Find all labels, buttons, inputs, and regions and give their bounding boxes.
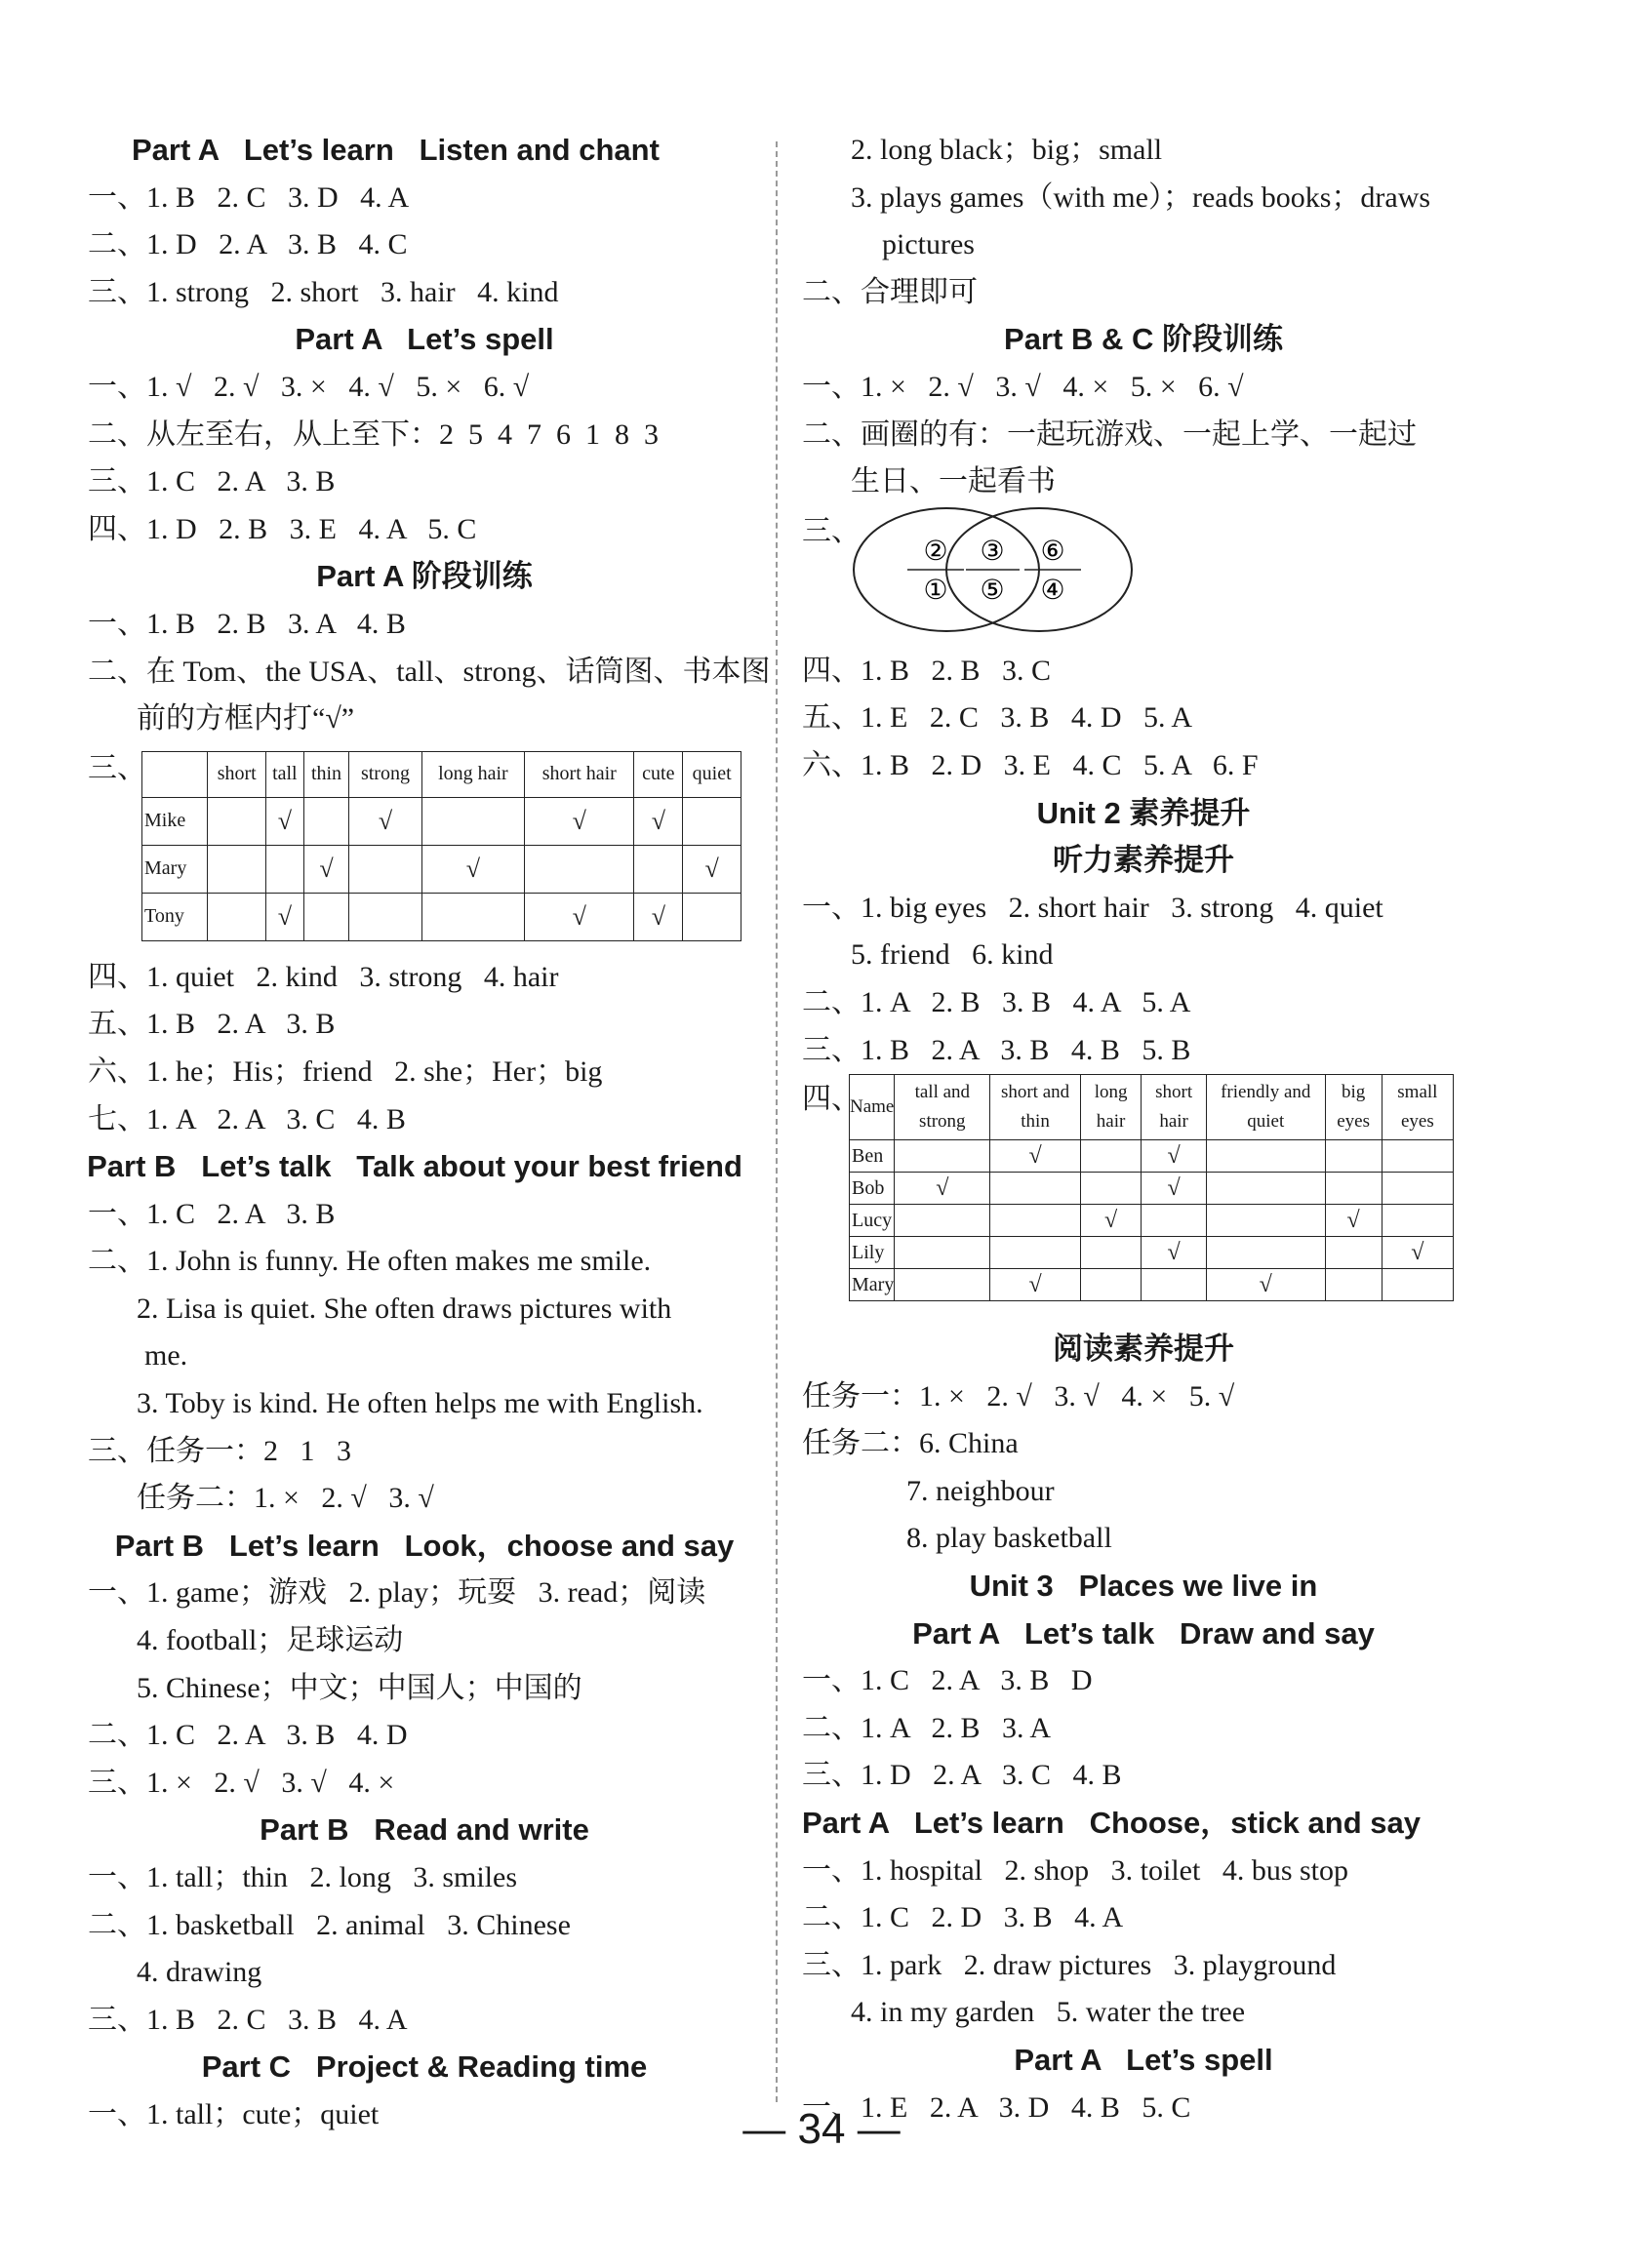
table-check-cell [1142,1205,1207,1237]
subheading: 阅读素养提升 [1053,1332,1234,1367]
table-check-cell: √ [1080,1205,1141,1237]
answer-line: 三、1. strong 2. short 3. hair 4. kind [88,275,559,308]
table-check-cell [683,893,741,940]
table-check-cell [895,1237,990,1269]
answer-line: 2. long black；big；small [851,134,1163,166]
heading: Part C Project & Reading time [201,2049,648,2085]
answer-line: 一、1. big eyes 2. short hair 3. strong 4. quiet [802,891,1383,924]
answer-line: 任务二：6. China [802,1427,1019,1460]
table-name-cell: Lily [850,1237,895,1269]
table-check-cell: √ [525,893,634,940]
heading: Part A Let’s learn Choose，stick and say [802,1806,1421,1841]
table-check-cell [208,893,266,940]
table-header-cell: short [208,751,266,797]
answer-line: 四、1. B 2. B 3. C [802,654,1052,687]
venn-diagram [849,506,1142,643]
table-check-cell [634,845,683,893]
table-name-cell: Mike [142,797,208,845]
table-check-cell [1206,1205,1325,1237]
table2-block [802,1074,1485,1326]
answer-line: 一、1. C 2. A 3. B [88,1197,336,1230]
table-check-cell [208,797,266,845]
table-check-cell: √ [1325,1205,1382,1237]
answer-line: 8. play basketball [906,1522,1112,1555]
answer-line: 七、1. A 2. A 3. C 4. B [88,1102,406,1135]
table-check-cell [1382,1269,1453,1301]
table-check-cell [1325,1269,1382,1301]
answer-line: 5. friend 6. kind [851,938,1054,972]
table-header-cell [142,751,208,797]
answer-line: 三、1. B 2. C 3. B 4. A [88,2003,408,2036]
heading: Part A Let’s spell [1014,2043,1273,2077]
table-header-cell: tall [266,751,304,797]
table-check-cell [1325,1173,1382,1205]
answer-line: 生日、一起看书 [851,465,1056,498]
answer-line: 二、1. A 2. B 3. B 4. A 5. A [802,985,1191,1018]
table-check-cell [421,893,525,940]
answer-line: 二、1. basketball 2. animal 3. Chinese [88,1908,571,1941]
answer-line: 三、1. D 2. A 3. C 4. B [802,1759,1122,1792]
answer-line: 二、1. A 2. B 3. A [802,1711,1052,1744]
answer-line: 四、1. quiet 2. kind 3. strong 4. hair [88,960,559,993]
answer-line: 一、1. tall；cute；quiet [88,2097,380,2130]
answer-line: 任务二：1. × 2. √ 3. √ [137,1482,434,1515]
answer-line: 二、1. C 2. D 3. B 4. A [802,1901,1124,1934]
table-check-cell: √ [895,1173,990,1205]
heading: Part A 阶段训练 [316,559,533,594]
table-name-cell: Bob [850,1173,895,1205]
table-row [850,1205,1454,1237]
table-check-cell [303,893,349,940]
venn-right-bottom: ④ [1040,575,1065,606]
answer-line: 3. plays games（with me）；reads books；draws [851,180,1431,214]
answer-line: 三、1. C 2. A 3. B [88,465,336,498]
answer-line: 六、1. B 2. D 3. E 4. C 5. A 6. F [802,748,1259,781]
table-check-cell [1325,1237,1382,1269]
table-header-cell: short hair [525,751,634,797]
table-header-cell: small eyes [1382,1075,1453,1140]
question-label: 四、 [802,1083,861,1116]
table-check-cell [303,797,349,845]
heading: Part B & C 阶段训练 [1004,322,1283,357]
venn-block [802,506,1485,648]
answer-line: 前的方框内打“√” [137,702,355,736]
answer-line: 三、1. × 2. √ 3. √ 4. × [88,1766,395,1799]
table-check-cell [895,1140,990,1173]
table-check-cell [421,797,525,845]
answer-line: 二、从左至右，从上至下：2 5 4 7 6 1 8 3 [88,418,659,451]
page-number: — 34 — [742,2105,901,2153]
table-check-cell: √ [990,1269,1081,1301]
table-check-cell [683,797,741,845]
table1-block [88,743,761,954]
venn-mid-top: ③ [980,536,1005,567]
answer-line: 三、1. park 2. draw pictures 3. playground [802,1948,1337,1981]
table-check-cell [1080,1237,1141,1269]
answer-line: 4. drawing [137,1956,262,1989]
table-check-cell: √ [1206,1269,1325,1301]
answer-line: 7. neighbour [906,1474,1055,1507]
table-check-cell [1206,1140,1325,1173]
table-header-cell: short hair [1142,1075,1207,1140]
table-header-cell: tall and strong [895,1075,990,1140]
traits-table [141,751,741,941]
table-header-cell: thin [303,751,349,797]
table-check-cell: √ [634,893,683,940]
venn-left-bottom: ① [923,575,948,606]
table-check-cell [990,1237,1081,1269]
answer-line: 5. Chinese；中文；中国人；中国的 [137,1671,582,1704]
table-row [850,1173,1454,1205]
table-header-cell: strong [349,751,421,797]
table-check-cell [1206,1237,1325,1269]
answer-line: 一、1. × 2. √ 3. √ 4. × 5. × 6. √ [802,370,1244,403]
venn-right-top: ⑥ [1040,536,1065,567]
heading: Part B Let’s talk Talk about your best friend [87,1149,742,1184]
right-column [802,127,1485,2131]
left-column [87,127,771,2139]
table-row [850,1269,1454,1301]
heading: Unit 2 素养提升 [1036,795,1251,830]
answer-line: 4. in my garden 5. water the tree [851,1996,1246,2029]
table-check-cell [208,845,266,893]
table-check-cell: √ [421,845,525,893]
answer-line: 任务一：1. × 2. √ 3. √ 4. × 5. √ [802,1379,1235,1413]
answer-line: 一、1. tall；thin 2. long 3. smiles [88,1861,517,1893]
answer-line: 一、1. B 2. C 3. D 4. A [88,180,410,214]
table-check-cell: √ [1142,1140,1207,1173]
table-check-cell [349,893,421,940]
table-check-cell [895,1269,990,1301]
table-check-cell: √ [349,797,421,845]
answer-line: 一、1. C 2. A 3. B D [802,1664,1093,1697]
answer-line: 一、1. hospital 2. shop 3. toilet 4. bus stop [802,1853,1349,1887]
heading: Part B Let’s learn Look，choose and say [114,1528,735,1563]
answer-line: 二、在 Tom、the USA、tall、strong、话筒图、书本图 [88,655,771,688]
table-check-cell [1382,1205,1453,1237]
answer-line: 二、画圈的有：一起玩游戏、一起上学、一起过 [802,418,1417,451]
table-check-cell [1080,1173,1141,1205]
table-check-cell [1206,1173,1325,1205]
venn-left-top: ② [923,536,948,567]
answer-line: me. [144,1339,188,1373]
answer-line: 四、1. D 2. B 3. E 4. A 5. C [88,512,477,545]
table-check-cell: √ [266,893,304,940]
table-header-cell: big eyes [1325,1075,1382,1140]
table-header-cell: friendly and quiet [1206,1075,1325,1140]
answer-line: 一、1. √ 2. √ 3. × 4. √ 5. × 6. √ [88,370,530,403]
table-check-cell [1142,1269,1207,1301]
table-name-cell: Lucy [850,1205,895,1237]
question-label: 三、 [802,514,861,547]
table-header-cell: quiet [683,751,741,797]
answer-line: 二、合理即可 [802,275,978,308]
table-check-cell: √ [1142,1237,1207,1269]
table-check-cell: √ [990,1140,1081,1173]
table-check-cell [525,845,634,893]
table-check-cell: √ [303,845,349,893]
table-header-cell: short and thin [990,1075,1081,1140]
table-check-cell [1080,1269,1141,1301]
table-header-cell: cute [634,751,683,797]
answer-line: 二、1. John is funny. He often makes me smile. [88,1245,652,1278]
answer-line: 4. football；足球运动 [137,1624,404,1657]
answer-line: 二、1. D 2. A 3. B 4. C [88,228,408,261]
answer-line: 五、1. E 2. C 3. B 4. D 5. A [802,701,1193,735]
heading: Part B Read and write [260,1812,589,1848]
table-row [850,1237,1454,1269]
table-row [142,797,741,845]
table-check-cell [990,1173,1081,1205]
answer-line: 三、任务一：2 1 3 [88,1434,351,1467]
heading: Part A Let’s talk Draw and say [912,1615,1375,1651]
table-check-cell: √ [266,797,304,845]
answer-line: 五、1. B 2. A 3. B [88,1008,336,1041]
table-check-cell: √ [1142,1173,1207,1205]
venn-mid-bottom: ⑤ [980,575,1005,606]
table-header-cell: long hair [421,751,525,797]
description-table [849,1074,1454,1301]
answer-line: 三、1. B 2. A 3. B 4. B 5. B [802,1033,1191,1066]
table-header-cell: long hair [1080,1075,1141,1140]
answer-line: 3. Toby is kind. He often helps me with English. [137,1387,703,1420]
table-name-cell: Mary [142,845,208,893]
table-row [142,845,741,893]
answer-line: 六、1. he；His；friend 2. she；Her；big [88,1054,603,1088]
table-check-cell [266,845,304,893]
table-check-cell [1382,1173,1453,1205]
table-check-cell: √ [1382,1237,1453,1269]
table-name-cell: Tony [142,893,208,940]
table-check-cell [1325,1140,1382,1173]
question-label: 三、 [88,751,146,784]
answer-line: pictures [882,228,975,261]
heading: Unit 3 Places we live in [969,1569,1318,1604]
table-check-cell [990,1205,1081,1237]
table-row [850,1140,1454,1173]
table-check-cell [1080,1140,1141,1173]
answer-line: 2. Lisa is quiet. She often draws pictures with [137,1292,672,1325]
table-header-cell: Name [850,1075,895,1140]
answer-line: 一、1. B 2. B 3. A 4. B [88,607,406,640]
table-check-cell: √ [525,797,634,845]
table-check-cell [349,845,421,893]
heading: Part A Let’s learn Listen and chant [132,133,660,167]
column-divider [776,141,778,2102]
table-name-cell: Mary [850,1269,895,1301]
table-name-cell: Ben [850,1140,895,1173]
answer-line: 二、1. C 2. A 3. B 4. D [88,1719,408,1752]
heading: Part A Let’s spell [295,322,554,357]
table-check-cell: √ [683,845,741,893]
answer-line: 一、1. E 2. A 3. D 4. B 5. C [802,2090,1191,2124]
table-row [142,893,741,940]
table-check-cell [895,1205,990,1237]
table-check-cell [1382,1140,1453,1173]
answer-line: 一、1. game；游戏 2. play；玩耍 3. read；阅读 [88,1576,706,1610]
subheading: 听力素养提升 [1053,843,1234,878]
table-check-cell: √ [634,797,683,845]
